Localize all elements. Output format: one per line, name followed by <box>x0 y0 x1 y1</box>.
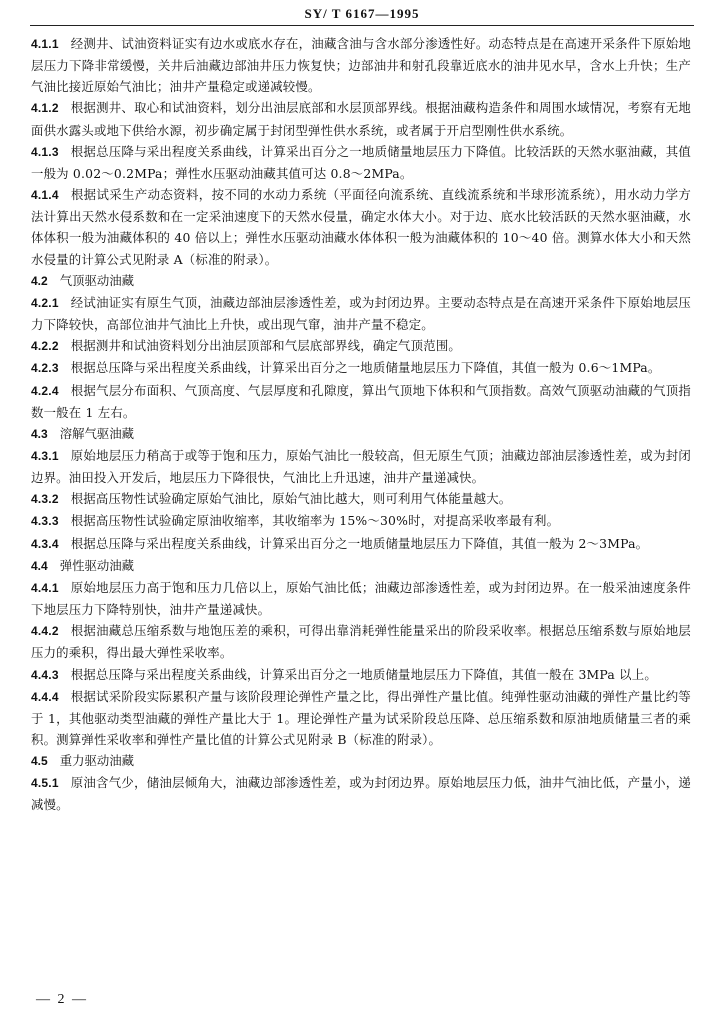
section-title: 弹性驱动油藏 <box>59 557 135 573</box>
paragraph-4-3-2 <box>31 488 691 510</box>
section-title: 溶解气驱油藏 <box>59 425 135 441</box>
clause-text: 原始地层压力稍高于或等于饱和压力，原始气油比一般较高，但无原生气顶；油藏边部油层渗透性差，或为封闭边界。油田投入开发后，地层压力下降很快，气油比上升迅速，油井产量递减快。 <box>31 447 691 486</box>
clause-number: 4.2.3 <box>31 361 59 376</box>
paragraph-4-2-1 <box>31 292 691 335</box>
section-title: 重力驱动油藏 <box>59 753 135 769</box>
paragraph-4-4-1 <box>31 577 691 620</box>
clause-number: 4.1.3 <box>31 144 59 159</box>
section-number: 4.4 <box>31 558 48 573</box>
clause-number: 4.4.4 <box>31 689 59 704</box>
paragraph-4-5-1 <box>31 772 691 815</box>
paragraph-4-4-2 <box>31 620 691 663</box>
clause-number: 4.5.1 <box>31 776 59 791</box>
clause-text: 根据油藏总压缩系数与地饱压差的乘积，可得出靠消耗弹性能量采出的阶段采收率。根据总压缩系数与原始地层压力的乘积，得出最大弹性采收率。 <box>31 623 691 661</box>
clause-number: 4.1.1 <box>31 37 59 51</box>
section-heading-4-3 <box>31 423 691 445</box>
header-rule <box>30 25 694 26</box>
paragraph-4-4-4 <box>31 686 691 750</box>
section-heading-4-5 <box>31 750 691 772</box>
paragraph-4-3-1 <box>31 445 691 488</box>
clause-text: 根据高压物性试验确定原油收缩率，其收缩率为 15%～30%时，对提高采收率最有利。 <box>70 513 560 529</box>
clause-number: 4.3.3 <box>31 514 59 529</box>
clause-text: 根据测井、取心和试油资料，划分出油层底部和水层顶部界线。根据油藏构造条件和周围水域情况，考察有无地面供水露头或地下供给水源，初步确定属于封闭型弹性供水系统，或者属于开启型刚性供水系统。 <box>31 100 691 138</box>
paragraph-4-2-2 <box>31 335 691 357</box>
section-heading-4-2 <box>31 270 691 292</box>
clause-text: 原始地层压力高于饱和压力几倍以上，原始气油比低；油藏边部渗透性差，或为封闭边界。在一般采油速度条件下地层压力下降特别快，油井产量递减快。 <box>31 579 691 618</box>
clause-text: 经试油证实有原生气顶，油藏边部油层渗透性差，或为封闭边界。主要动态特点是在高速开采条件下原始地层压力下降较快，高部位油井气油比上升快，或出现气窜，油井产量不稳定。 <box>31 294 691 333</box>
clause-text: 根据气层分布面积、气顶高度、气层厚度和孔隙度，算出气顶地下体积和气顶指数。高效气顶驱动油藏的气顶指数一般在 1 左右。 <box>31 382 691 420</box>
page-number: — 2 — <box>36 992 88 1007</box>
clause-text: 根据试采阶段实际累积产量与该阶段理论弹性产量之比，得出弹性产量比值。纯弹性驱动油藏的弹性产量比约等于 1，其他驱动类型油藏的弹性产量比大于 1。理论弹性产量为试采阶段总压降、总压缩系数和原油地质储量三者的乘积。测算弹性采收率和弹性产量比值的计算公式见附录 B（标准的附录）。 <box>31 688 691 747</box>
clause-number: 4.1.2 <box>31 101 59 116</box>
clause-text: 原油含气少，储油层倾角大，油藏边部渗透性差，或为封闭边界。原始地层压力低，油井气油比低，产量小，递减慢。 <box>31 775 691 813</box>
paragraph-4-4-3 <box>31 664 691 686</box>
clause-text: 根据总压降与采出程度关系曲线，计算采出百分之一地质储量地层压力下降值。比较活跃的天然水驱油藏，其值一般为 0.02～0.2MPa；弹性水压驱动油藏其值可达 0.8～2MPa。 <box>31 143 691 181</box>
clause-number: 4.3.1 <box>31 448 59 463</box>
clause-text: 根据测井和试油资料划分出油层顶部和气层底部界线，确定气顶范围。 <box>70 338 462 354</box>
section-number: 4.5 <box>31 754 48 769</box>
clause-text: 经测井、试油资料证实有边水或底水存在，油藏含油与含水部分渗透性好。动态特点是在高速开采条件下原始地层压力下降非常缓慢，关井后油藏边部油井压力恢复快；边部油井和射孔段靠近底水的油井见水早，含水上升快；生产气油比接近原始气油比；油井产量稳定或递减较慢。 <box>31 36 691 95</box>
clause-number: 4.4.3 <box>31 667 59 682</box>
clause-number: 4.3.2 <box>31 492 59 507</box>
clause-number: 4.4.2 <box>31 624 59 639</box>
clause-text: 根据总压降与采出程度关系曲线，计算采出百分之一地质储量地层压力下降值，其值一般在 3MPa 以上。 <box>70 666 657 682</box>
paragraph-4-1-1 <box>31 33 691 97</box>
paragraph-4-3-3 <box>31 510 691 532</box>
section-title: 气顶驱动油藏 <box>59 272 135 288</box>
clause-number: 4.2.2 <box>31 339 59 354</box>
clause-number: 4.2.4 <box>31 383 59 398</box>
clause-text: 根据高压物性试验确定原始气油比，原始气油比越大，则可利用气体能量越大。 <box>70 491 512 507</box>
clause-number: 4.1.4 <box>31 188 59 203</box>
paragraph-4-2-4 <box>31 380 691 423</box>
paragraph-4-1-3 <box>31 141 691 184</box>
clause-number: 4.4.1 <box>31 580 59 595</box>
clause-number: 4.2.1 <box>31 295 59 310</box>
section-number: 4.3 <box>31 426 48 441</box>
section-heading-4-4 <box>31 555 691 577</box>
section-number: 4.2 <box>31 273 48 288</box>
paragraph-4-3-4 <box>31 533 691 555</box>
paragraph-4-1-2 <box>31 97 691 140</box>
document-header: SY/ T 6167—1995 <box>304 6 420 21</box>
clause-text: 根据总压降与采出程度关系曲线，计算采出百分之一地质储量地层压力下降值，其值一般为 0.6～1MPa。 <box>70 360 661 376</box>
clause-text: 根据试采生产动态资料，按不同的水动力系统（平面径向流系统、直线流系统和半球形流系统），用水动力学方法计算出天然水侵系数和在一定采油速度下的天然水侵量，确定水体大小。对于边、底水比较活跃的天然水驱油藏，水体体积一般为油藏体积的 40 倍以上；弹性水压驱动油藏水体体积一般为油藏体积的 10～40 倍。测算水体大小和天然水侵量的计算公式见附录 A（标准的附录）。 <box>31 187 691 267</box>
clause-text: 根据总压降与采出程度关系曲线，计算采出百分之一地质储量地层压力下降值，其值一般为 2～3MPa。 <box>70 535 649 551</box>
paragraph-4-1-4 <box>31 184 691 270</box>
document-body <box>31 33 691 816</box>
paragraph-4-2-3 <box>31 357 691 379</box>
clause-number: 4.3.4 <box>31 536 59 551</box>
